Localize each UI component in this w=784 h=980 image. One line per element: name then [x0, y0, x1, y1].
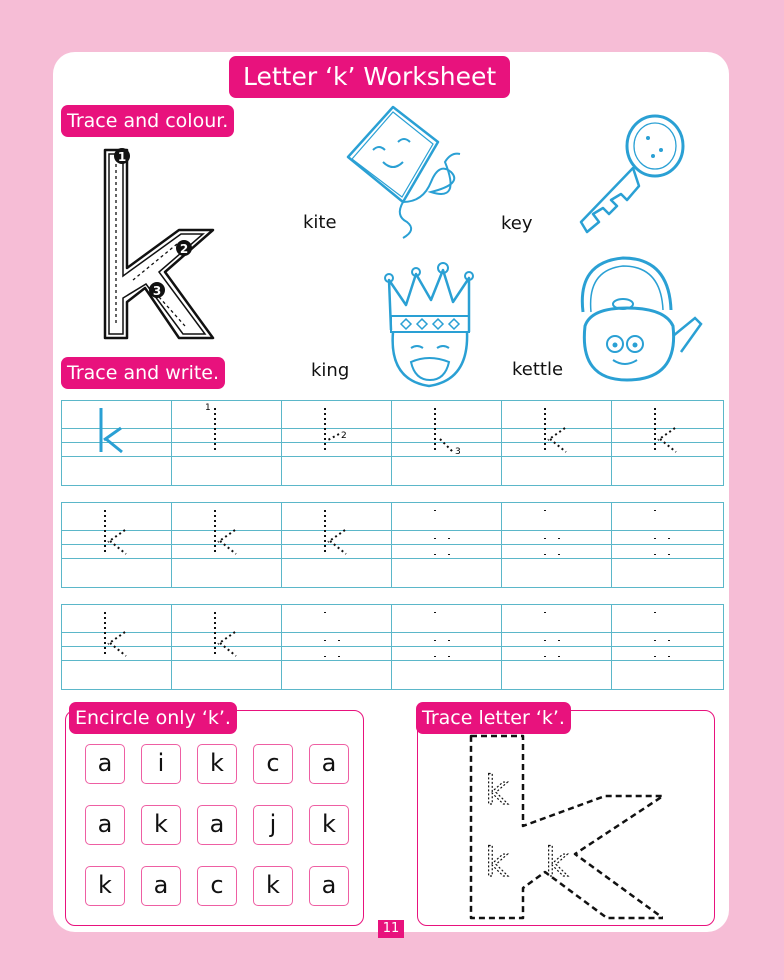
letter-box[interactable]: c	[253, 744, 293, 784]
small-k-trace-2: k	[485, 840, 509, 886]
grid3-cell-1	[61, 604, 171, 690]
grid1-cell-6	[611, 400, 721, 486]
grid2-cell-5	[501, 502, 611, 588]
grid2-cell-4	[391, 502, 501, 588]
section-trace-colour: Trace and colour.	[61, 105, 234, 137]
grid1-cell-2	[171, 400, 281, 486]
picture-word-key: key	[501, 213, 533, 234]
grid1-cell-4	[391, 400, 501, 486]
letter-box[interactable]: k	[85, 866, 125, 906]
grid3-cell-4	[391, 604, 501, 690]
letter-box[interactable]: a	[309, 866, 349, 906]
letter-box[interactable]: k	[197, 744, 237, 784]
section-trace-letter: Trace letter ‘k’.	[416, 702, 571, 734]
stroke-number-2: 2	[179, 242, 189, 256]
grid1-cell-1	[61, 400, 171, 486]
letter-box[interactable]: a	[197, 805, 237, 845]
section-trace-write: Trace and write.	[61, 357, 225, 389]
stroke-hint-2: 3	[455, 447, 461, 457]
stroke-number-1: 1	[117, 150, 127, 164]
letter-box[interactable]: a	[309, 744, 349, 784]
handwriting-row-2	[61, 502, 724, 588]
small-k-trace-3: k	[545, 840, 569, 886]
grid3-cell-5	[501, 604, 611, 690]
letter-k-tracing-outline	[93, 146, 233, 346]
grid1-cell-5	[501, 400, 611, 486]
handwriting-row-1	[61, 400, 724, 486]
grid2-cell-3	[281, 502, 391, 588]
grid2-cell-6	[611, 502, 721, 588]
grid3-cell-6	[611, 604, 721, 690]
stroke-number-3: 3	[152, 284, 162, 298]
grid3-cell-3	[281, 604, 391, 690]
key-icon	[573, 110, 693, 240]
letter-box[interactable]: k	[309, 805, 349, 845]
kite-icon	[338, 102, 488, 242]
letter-box[interactable]: c	[197, 866, 237, 906]
letter-box[interactable]: a	[141, 866, 181, 906]
picture-word-kite: kite	[303, 212, 337, 233]
picture-word-king: king	[311, 360, 350, 381]
picture-word-kettle: kettle	[512, 359, 564, 380]
letter-box[interactable]: i	[141, 744, 181, 784]
letter-box[interactable]: a	[85, 805, 125, 845]
page-number: 11	[378, 920, 404, 938]
king-icon	[381, 260, 481, 390]
grid3-cell-2	[171, 604, 281, 690]
large-k-dashed-outline	[463, 732, 663, 922]
small-k-trace-1: k	[485, 768, 509, 814]
stroke-hint-0: 1	[205, 403, 211, 413]
worksheet-page	[53, 52, 729, 932]
letter-box[interactable]: k	[253, 866, 293, 906]
worksheet-title: Letter ‘k’ Worksheet	[229, 56, 510, 98]
letter-box[interactable]: k	[141, 805, 181, 845]
letter-box[interactable]: j	[253, 805, 293, 845]
handwriting-row-3	[61, 604, 724, 690]
grid1-cell-3	[281, 400, 391, 486]
grid2-cell-1	[61, 502, 171, 588]
stroke-hint-1: 2	[341, 431, 347, 441]
section-encircle: Encircle only ‘k’.	[69, 702, 237, 734]
grid2-cell-2	[171, 502, 281, 588]
kettle-icon	[573, 252, 713, 387]
letter-box[interactable]: a	[85, 744, 125, 784]
